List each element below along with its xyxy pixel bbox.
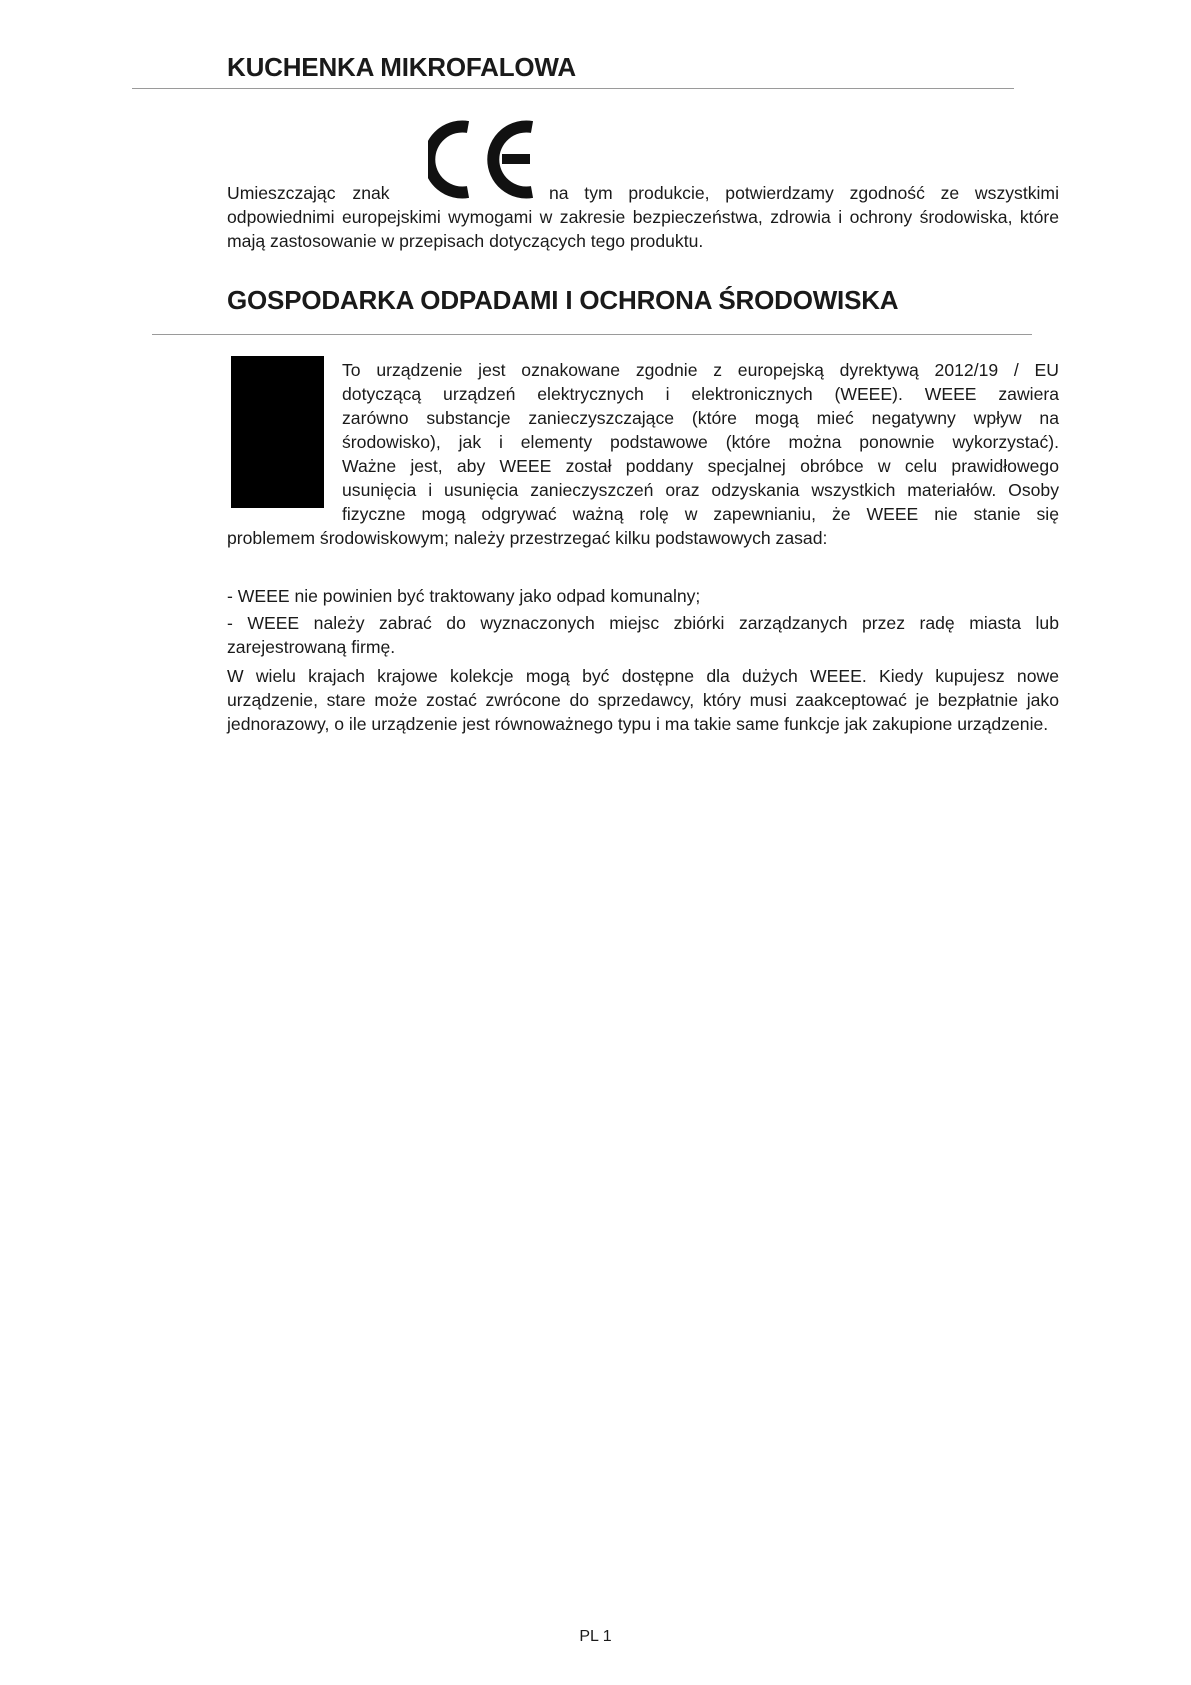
section-divider — [132, 88, 1014, 89]
section-divider — [152, 334, 1032, 335]
weee-paragraph-last-line: problemem środowiskowym; należy przestrzegać kilku podstawowych zasad: — [227, 528, 828, 548]
closing-paragraph: W wielu krajach krajowe kolekcje mogą być dostępne dla dużych WEEE. Kiedy kupujesz nowe urządzenie, stare może zostać zwrócone do sprzedawcy, który musi zaakceptować je bezpłatnie jako jednorazowy, o ile urządzenie jest równoważnego typu i ma takie same funkcje jak zakupione urządzenie. — [227, 666, 1059, 734]
section-title-microwave: KUCHENKA MIKROFALOWA — [227, 52, 576, 82]
ce-mark-icon — [428, 118, 538, 200]
ce-paragraph-first-line — [227, 181, 1059, 205]
page-number: PL 1 — [579, 1628, 612, 1645]
weee-paragraph-line: To urządzenie jest oznakowane zgodnie z europejską dyrektywą 2012/19 / EU — [342, 360, 1059, 380]
weee-paragraph-line: Ważne jest, aby WEEE został poddany specjalnej obróbce w celu prawidłowego — [342, 456, 1059, 476]
weee-paragraph-line: fizyczne mogą odgrywać ważną rolę w zapewnianiu, że WEEE nie stanie się — [342, 504, 1059, 524]
weee-rule-item: - WEEE nie powinien być traktowany jako odpad komunalny; — [227, 586, 701, 606]
weee-paragraph-line: środowisko), jak i elementy podstawowe (które można ponownie wykorzystać). — [342, 432, 1059, 452]
weee-paragraph-line: usunięcia i usunięcia zanieczyszczeń oraz odzyskania wszystkich materiałów. Osoby — [342, 480, 1059, 500]
weee-symbol-icon — [231, 356, 324, 508]
weee-rule-item: - WEEE należy zabrać do wyznaczonych miejsc zbiórki zarządzanych przez radę miasta lub zarejestrowaną firmę. — [227, 613, 1059, 657]
weee-paragraph — [342, 358, 1059, 526]
ce-paragraph-lead: Umieszczając znak — [227, 183, 390, 203]
weee-paragraph-line: zarówno substancje zanieczyszczające (które mogą mieć negatywny wpływ na — [342, 408, 1059, 428]
ce-paragraph-tail: na tym produkcie, potwierdzamy zgodność ze wszystkimi — [549, 183, 1059, 203]
weee-paragraph-line: dotyczącą urządzeń elektrycznych i elektronicznych (WEEE). WEEE zawiera — [342, 384, 1059, 404]
section-title-waste: GOSPODARKA ODPADAMI I OCHRONA ŚRODOWISKA — [227, 285, 899, 315]
ce-paragraph-rest: odpowiednimi europejskimi wymogami w zakresie bezpieczeństwa, zdrowia i ochrony środowiska, które mają zastosowanie w przepisach dotyczących tego produktu. — [227, 207, 1059, 251]
